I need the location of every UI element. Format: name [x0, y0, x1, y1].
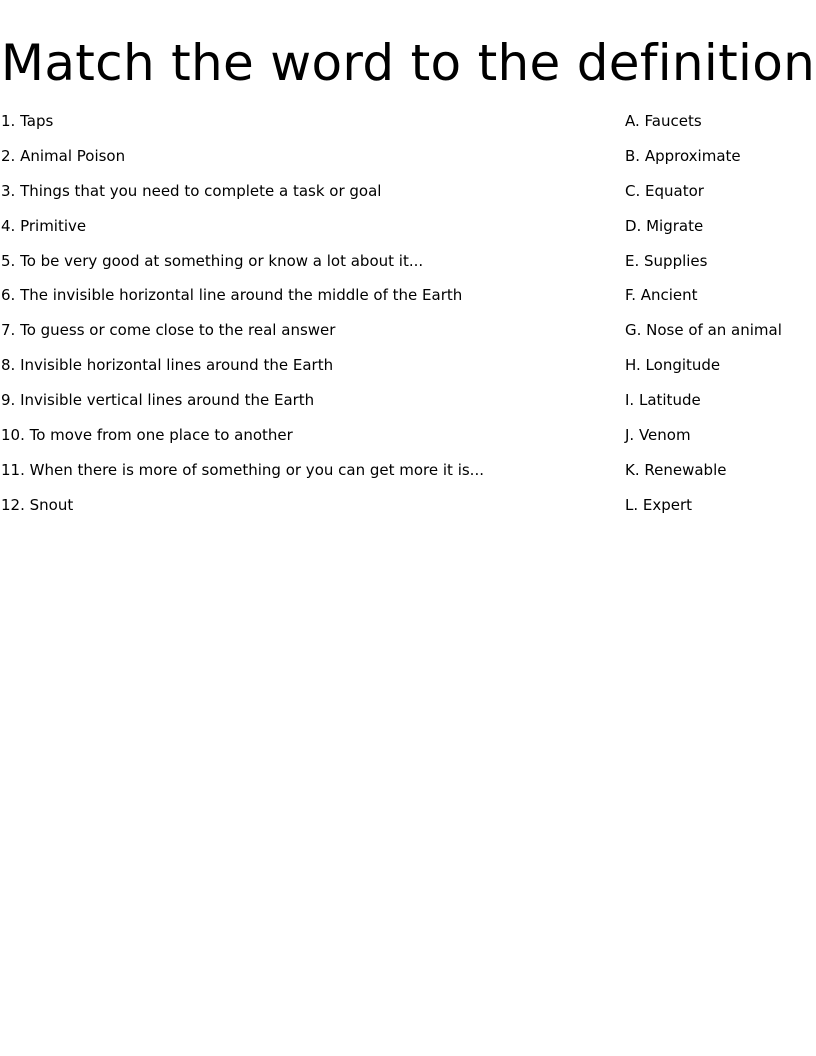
- definition-item: 4. Primitive: [1, 216, 87, 235]
- words-list: [625, 111, 815, 530]
- definition-item: 6. The invisible horizontal line around the middle of the Earth: [1, 286, 463, 305]
- definition-item: 10. To move from one place to another: [1, 426, 293, 445]
- definitions-list: [1, 111, 601, 530]
- definition-item: 8. Invisible horizontal lines around the Earth: [1, 356, 334, 375]
- word-item: C. Equator: [625, 181, 704, 200]
- definition-item: 7. To guess or come close to the real answer: [1, 321, 336, 340]
- word-item: J. Venom: [625, 426, 691, 445]
- word-item: H. Longitude: [625, 356, 721, 375]
- word-item: G. Nose of an animal: [625, 321, 782, 340]
- word-item: I. Latitude: [625, 391, 701, 410]
- word-item: K. Renewable: [625, 460, 727, 479]
- word-item: D. Migrate: [625, 216, 704, 235]
- definition-item: 5. To be very good at something or know a lot about it...: [1, 251, 424, 270]
- definition-item: 1. Taps: [1, 112, 54, 130]
- word-item: F. Ancient: [625, 286, 698, 305]
- word-item: B. Approximate: [625, 146, 741, 165]
- definition-item: 9. Invisible vertical lines around the Earth: [1, 391, 315, 410]
- definition-item: 12. Snout: [1, 495, 74, 514]
- page-title: Match the word to the definition: [0, 34, 816, 92]
- definition-item: 3. Things that you need to complete a task or goal: [1, 181, 382, 200]
- definition-item: 11. When there is more of something or you can get more it is...: [1, 460, 484, 479]
- definition-item: 2. Animal Poison: [1, 146, 126, 165]
- word-item: A. Faucets: [625, 112, 702, 130]
- word-item: E. Supplies: [625, 251, 708, 270]
- word-item: L. Expert: [625, 495, 693, 514]
